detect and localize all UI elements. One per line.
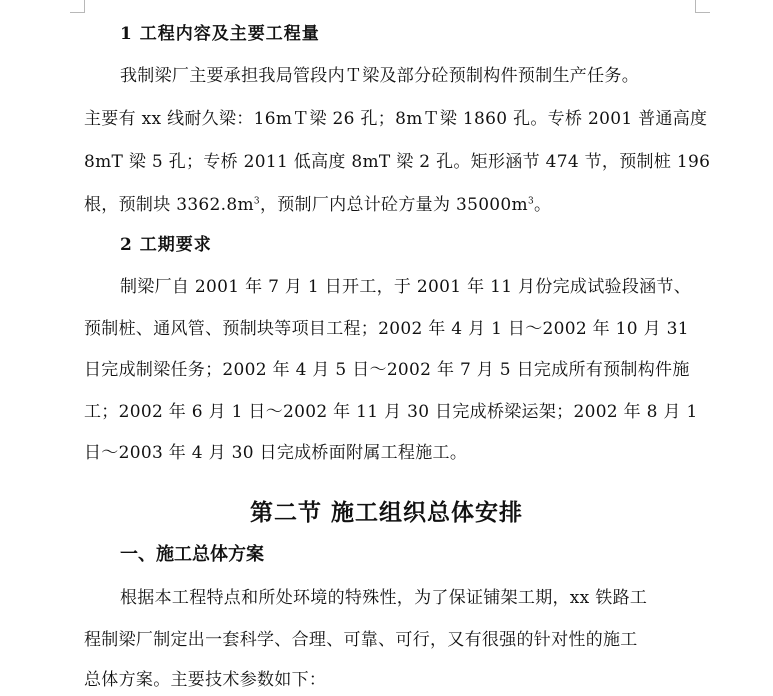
- paragraph-line: 主要有 xx 线耐久梁：16mＴ梁 26 孔；8mＴ梁 1860 孔。专桥 2001 普通高度: [84, 109, 708, 129]
- paragraph-line: 程制梁厂制定出一套科学、合理、可靠、可行，又有很强的针对性的施工: [84, 630, 638, 650]
- superscript: 3: [253, 196, 260, 207]
- paragraph-line: [84, 190, 551, 215]
- text-run: 根，预制块 3362.8m: [84, 195, 254, 215]
- paragraph-line: 日完成制梁任务；2002 年 4 月 5 日～2002 年 7 月 5 日完成所有预制构件施: [84, 360, 690, 380]
- section-heading-schedule: 2 工期要求: [120, 235, 212, 255]
- chapter-title: 第二节 施工组织总体安排: [249, 499, 523, 526]
- superscript: 3: [527, 196, 534, 207]
- paragraph-line: 日～2003 年 4 月 30 日完成桥面附属工程施工。: [84, 443, 468, 463]
- subheading: 一、施工总体方案: [120, 544, 264, 565]
- paragraph-line: 总体方案。主要技术参数如下：: [84, 670, 327, 690]
- paragraph-line: 工；2002 年 6 月 1 日～2002 年 11 月 30 日完成桥梁运架；2002 年 8 月 1: [84, 402, 698, 422]
- paragraph-line: 预制桩、通风管、预制块等项目工程；2002 年 4 月 1 日～2002 年 10 月 31: [84, 319, 689, 339]
- paragraph-line: 根据本工程特点和所处环境的特殊性，为了保证铺架工期，xx 铁路工: [120, 588, 648, 608]
- paragraph-line: 我制梁厂主要承担我局管段内Ｔ梁及部分砼预制构件预制生产任务。: [120, 66, 639, 86]
- paragraph-line: 制梁厂自 2001 年 7 月 1 日开工，于 2001 年 11 月份完成试验段涵节、: [120, 277, 692, 297]
- section-heading-scope: 1 工程内容及主要工程量: [120, 24, 320, 44]
- margin-corner-mark: [70, 0, 85, 13]
- text-run: ，预制厂内总计砼方量为 35000m: [259, 195, 528, 215]
- text-run: 。: [534, 195, 552, 215]
- paragraph-line: 8mT 梁 5 孔；专桥 2011 低高度 8mT 梁 2 孔。矩形涵节 474 节，预制桩 196: [84, 152, 711, 172]
- margin-corner-mark: [695, 0, 710, 13]
